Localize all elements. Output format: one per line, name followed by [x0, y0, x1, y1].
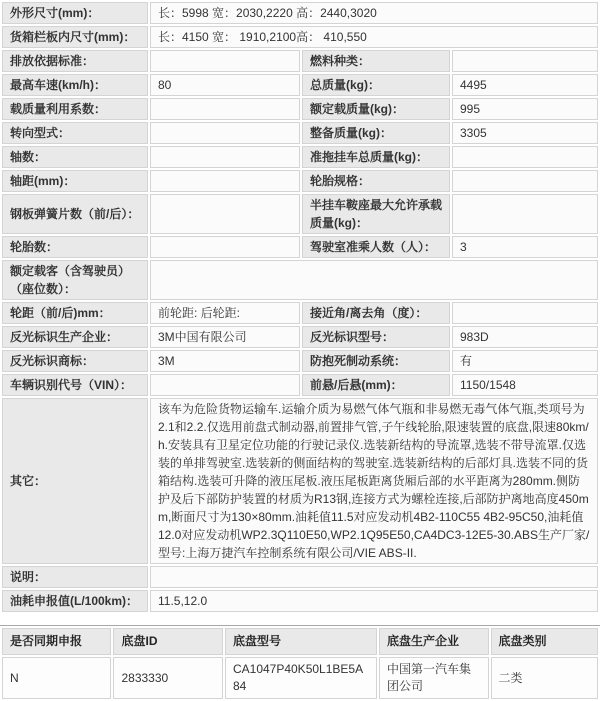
chassis-header-row: [2, 628, 598, 655]
chassis-data-row: [2, 657, 598, 699]
spec-value-other: 该车为危险货物运输车.运输介质为易燃气体气瓶和非易燃无毒气体气瓶,类项号为2.1和2.2.仅选用前盘式制动器,前置排气管,子午线轮胎,限速装置的底盘,限速80km/h.安装具有卫星定位功能的行驶记录仪.选装新结构的导流罩,选装不带导流罩.仅选装的单排驾驶室.选装新的侧面结构的驾驶室.选装新结构的后部灯具.选装不同的货箱结构.选装可升降的液压尾板.液压尾板距离货厢后部的水平距离为280mm.侧防护及后下部防护装置的材质为R13钢,连接方式为螺栓连接,后部防护离地高度450mm,断面尺寸为130×80mm.油耗值11.5对应发动机4B2-110C55 4B2-95C50,油耗值12.0对应发动机WP2.3Q110E50,WP2.1Q95E50,CA4DC3-12E5-30.ABS生产厂家/型号:上海万捷汽车控制系统有限公司/VIE ABS-II.: [150, 398, 598, 564]
spec-value-emission-standard: [150, 50, 300, 72]
spec-label-cab-passengers: 驾驶室准乘人数（人）：: [302, 236, 450, 258]
spec-value-load-utilization: [150, 98, 300, 120]
spec-label-approach-angle: 接近角/离去角（度）：: [302, 302, 450, 324]
spec-label-overhang: 前悬/后悬(mm)：: [302, 374, 450, 396]
table-row: [2, 122, 598, 144]
chassis-value-id: 2833330: [113, 657, 222, 699]
spec-value-vin: [150, 374, 300, 396]
spec-value-cab-passengers: 3: [452, 236, 598, 258]
table-row: [2, 302, 598, 324]
spec-label-max-speed: 最高车速(km/h)：: [2, 74, 148, 96]
spec-value-steering-type: [150, 122, 300, 144]
table-row: [2, 146, 598, 168]
spec-value-rated-load: 995: [452, 98, 598, 120]
spec-value-wheelbase: [150, 170, 300, 192]
spec-label-reflective-maker: 反光标识生产企业：: [2, 326, 148, 348]
chassis-header-same-period: 是否同期申报: [2, 628, 111, 655]
spec-label-saddle-load: 半挂车鞍座最大允许承载质量(kg)：: [302, 194, 450, 234]
table-row: [2, 98, 598, 120]
spec-label-tire-count: 轮胎数：: [2, 236, 148, 258]
spec-value-track-width: 前轮距: 后轮距:: [150, 302, 300, 324]
spec-label-fuel-type: 燃料种类：: [302, 50, 450, 72]
spec-label-track-width: 轮距（前/后)mm：: [2, 302, 148, 324]
spec-label-wheelbase: 轴距(mm)：: [2, 170, 148, 192]
spec-value-remarks: [150, 566, 598, 588]
spec-label-reflective-brand: 反光标识商标：: [2, 350, 148, 372]
spec-value-reflective-model: 983D: [452, 326, 598, 348]
spec-value-trailer-gross-mass: [452, 146, 598, 168]
table-row: [2, 374, 598, 396]
table-row: [2, 398, 598, 564]
spec-label-dimensions: 外形尺寸(mm)：: [2, 2, 148, 24]
table-row: [2, 74, 598, 96]
spec-label-fuel-consumption: 油耗申报值(L/100km)：: [2, 590, 148, 612]
table-row: [2, 26, 598, 48]
spec-label-rated-load: 额定载质量(kg)：: [302, 98, 450, 120]
spec-label-emission-standard: 排放依据标准：: [2, 50, 148, 72]
chassis-header-category: 底盘类别: [491, 628, 598, 655]
chassis-value-category: 二类: [491, 657, 598, 699]
spec-value-abs-system: 有: [452, 350, 598, 372]
spec-label-load-utilization: 载质量利用系数：: [2, 98, 148, 120]
spec-label-trailer-gross-mass: 准拖挂车总质量(kg)：: [302, 146, 450, 168]
spec-value-tire-spec: [452, 170, 598, 192]
spec-value-rated-seats: [150, 260, 598, 300]
chassis-table: [0, 626, 600, 701]
spec-label-gross-mass: 总质量(kg)：: [302, 74, 450, 96]
spec-label-steering-type: 转向型式：: [2, 122, 148, 144]
table-row: [2, 566, 598, 588]
chassis-value-manufacturer: 中国第一汽车集团公司: [379, 657, 488, 699]
spec-label-curb-mass: 整备质量(kg)：: [302, 122, 450, 144]
table-row: [2, 260, 598, 300]
spec-value-leaf-springs: [150, 194, 300, 234]
spec-value-cargo-inner-size: 长：4150 宽： 1910,2100高： 410,550: [150, 26, 598, 48]
spec-value-axle-count: [150, 146, 300, 168]
spec-label-other: 其它：: [2, 398, 148, 564]
spec-label-cargo-inner-size: 货箱栏板内尺寸(mm)：: [2, 26, 148, 48]
spec-value-curb-mass: 3305: [452, 122, 598, 144]
spec-value-saddle-load: [452, 194, 598, 234]
table-row: [2, 236, 598, 258]
table-row: [2, 590, 598, 612]
spec-label-axle-count: 轴数：: [2, 146, 148, 168]
spec-value-max-speed: 80: [150, 74, 300, 96]
spec-value-tire-count: [150, 236, 300, 258]
spec-value-approach-angle: [452, 302, 598, 324]
chassis-value-model: CA1047P40K50L1BE5A84: [225, 657, 377, 699]
spec-value-reflective-brand: 3M: [150, 350, 300, 372]
chassis-value-same-period: N: [2, 657, 111, 699]
spec-label-abs-system: 防抱死制动系统：: [302, 350, 450, 372]
chassis-header-model: 底盘型号: [225, 628, 377, 655]
spec-value-fuel-type: [452, 50, 598, 72]
table-row: [2, 50, 598, 72]
chassis-header-manufacturer: 底盘生产企业: [379, 628, 488, 655]
chassis-section: [0, 625, 600, 701]
table-row: [2, 326, 598, 348]
spec-value-overhang: 1150/1548: [452, 374, 598, 396]
spec-label-tire-spec: 轮胎规格：: [302, 170, 450, 192]
chassis-header-id: 底盘ID: [113, 628, 222, 655]
spec-label-remarks: 说明：: [2, 566, 148, 588]
table-row: [2, 194, 598, 234]
spec-label-leaf-springs: 钢板弹簧片数（前/后）：: [2, 194, 148, 234]
table-row: [2, 170, 598, 192]
spec-value-dimensions: 长：5998 宽：2030,2220 高：2440,3020: [150, 2, 598, 24]
spec-value-fuel-consumption: 11.5,12.0: [150, 590, 598, 612]
spec-label-vin: 车辆识别代号（VIN）：: [2, 374, 148, 396]
spec-label-reflective-model: 反光标识型号：: [302, 326, 450, 348]
spec-value-reflective-maker: 3M中国有限公司: [150, 326, 300, 348]
table-row: [2, 2, 598, 24]
spec-value-gross-mass: 4495: [452, 74, 598, 96]
table-row: [2, 350, 598, 372]
spec-label-rated-seats: 额定载客（含驾驶员）（座位数）：: [2, 260, 148, 300]
